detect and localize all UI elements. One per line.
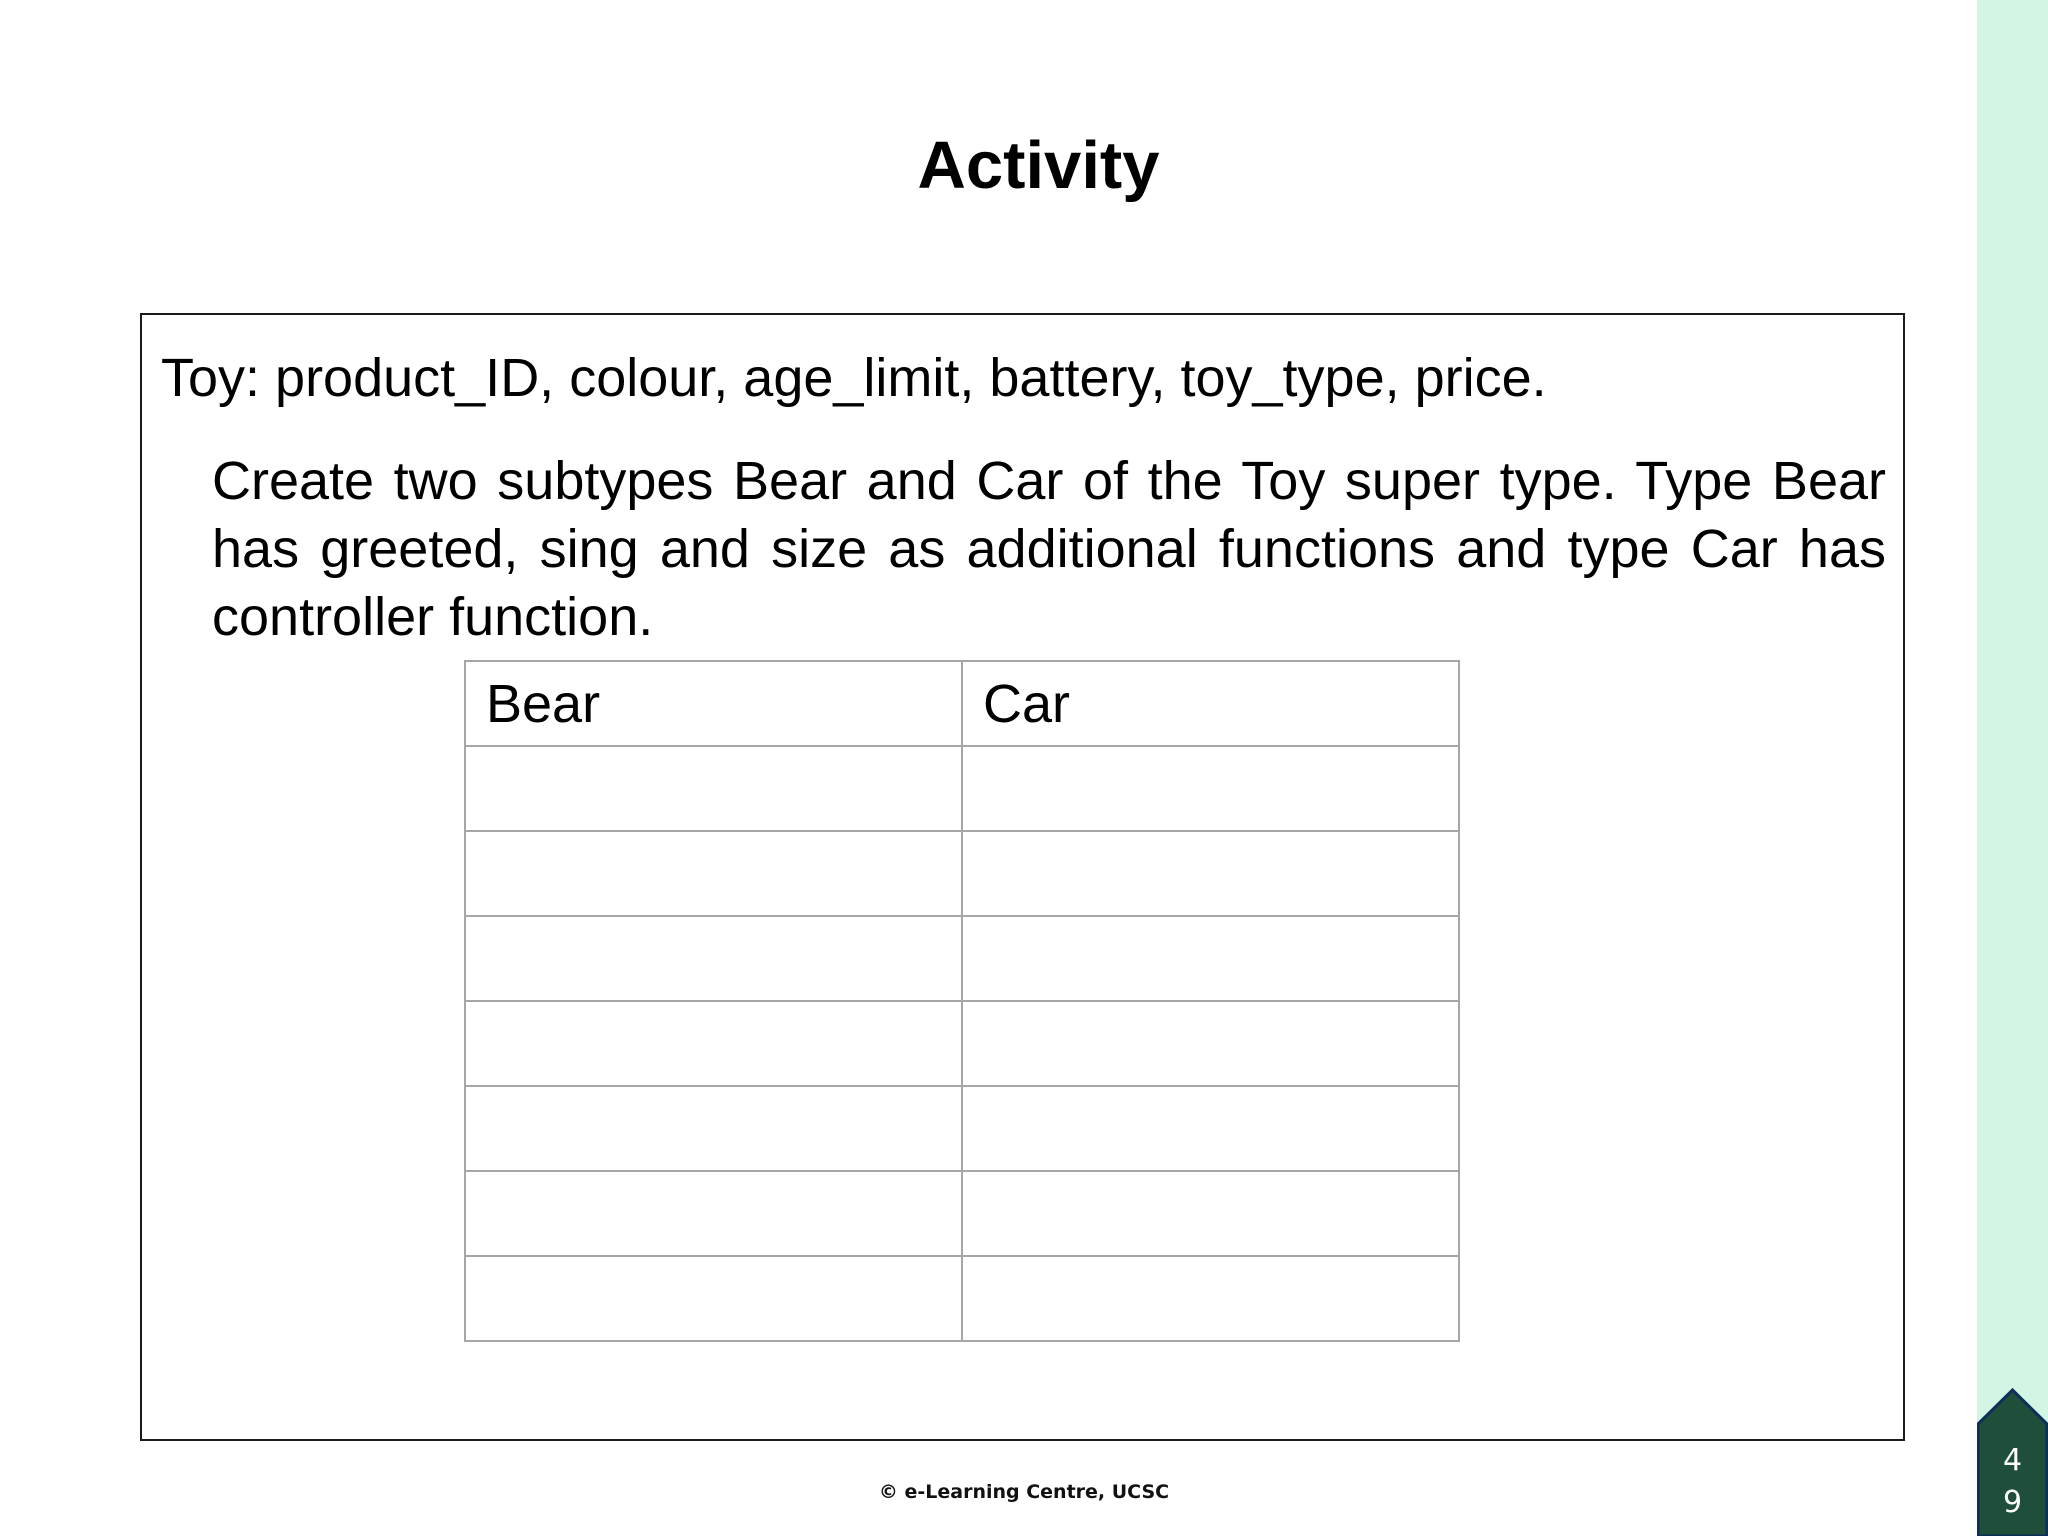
bear-column-header: Bear xyxy=(465,661,962,746)
car-cell xyxy=(962,916,1459,1001)
table-row xyxy=(465,1171,1459,1256)
page-number-digit: 9 xyxy=(2002,1485,2023,1520)
page-number-badge xyxy=(1977,1388,2048,1536)
car-cell xyxy=(962,1256,1459,1341)
table-row xyxy=(465,746,1459,831)
car-cell xyxy=(962,1001,1459,1086)
bear-cell xyxy=(465,916,962,1001)
table-row xyxy=(465,831,1459,916)
bear-cell xyxy=(465,1086,962,1171)
car-cell xyxy=(962,831,1459,916)
table-header-row xyxy=(465,661,1459,746)
bear-cell xyxy=(465,1256,962,1341)
car-cell xyxy=(962,1171,1459,1256)
bear-cell xyxy=(465,1171,962,1256)
car-cell xyxy=(962,746,1459,831)
bear-cell xyxy=(465,746,962,831)
table-row xyxy=(465,1256,1459,1341)
side-decorative-band xyxy=(1977,0,2048,1536)
activity-instruction: Create two subtypes Bear and Car of the Toy super type. Type Bear has greeted, sing and size as additional functions and type Car has controller function. xyxy=(212,451,1886,647)
table-row xyxy=(465,916,1459,1001)
toy-definition: Toy: product_ID, colour, age_limit, battery, toy_type, price. xyxy=(161,348,1547,408)
subtype-table xyxy=(464,660,1460,1342)
car-cell xyxy=(962,1086,1459,1171)
bear-cell xyxy=(465,1001,962,1086)
copyright-footer: © e-Learning Centre, UCSC xyxy=(878,1481,1170,1503)
slide-title: Activity xyxy=(917,128,1160,203)
bear-cell xyxy=(465,831,962,916)
table-row xyxy=(465,1086,1459,1171)
car-column-header: Car xyxy=(962,661,1459,746)
page-number xyxy=(1977,1440,2048,1524)
page-number-digit: 4 xyxy=(2002,1443,2023,1478)
table-row xyxy=(465,1001,1459,1086)
